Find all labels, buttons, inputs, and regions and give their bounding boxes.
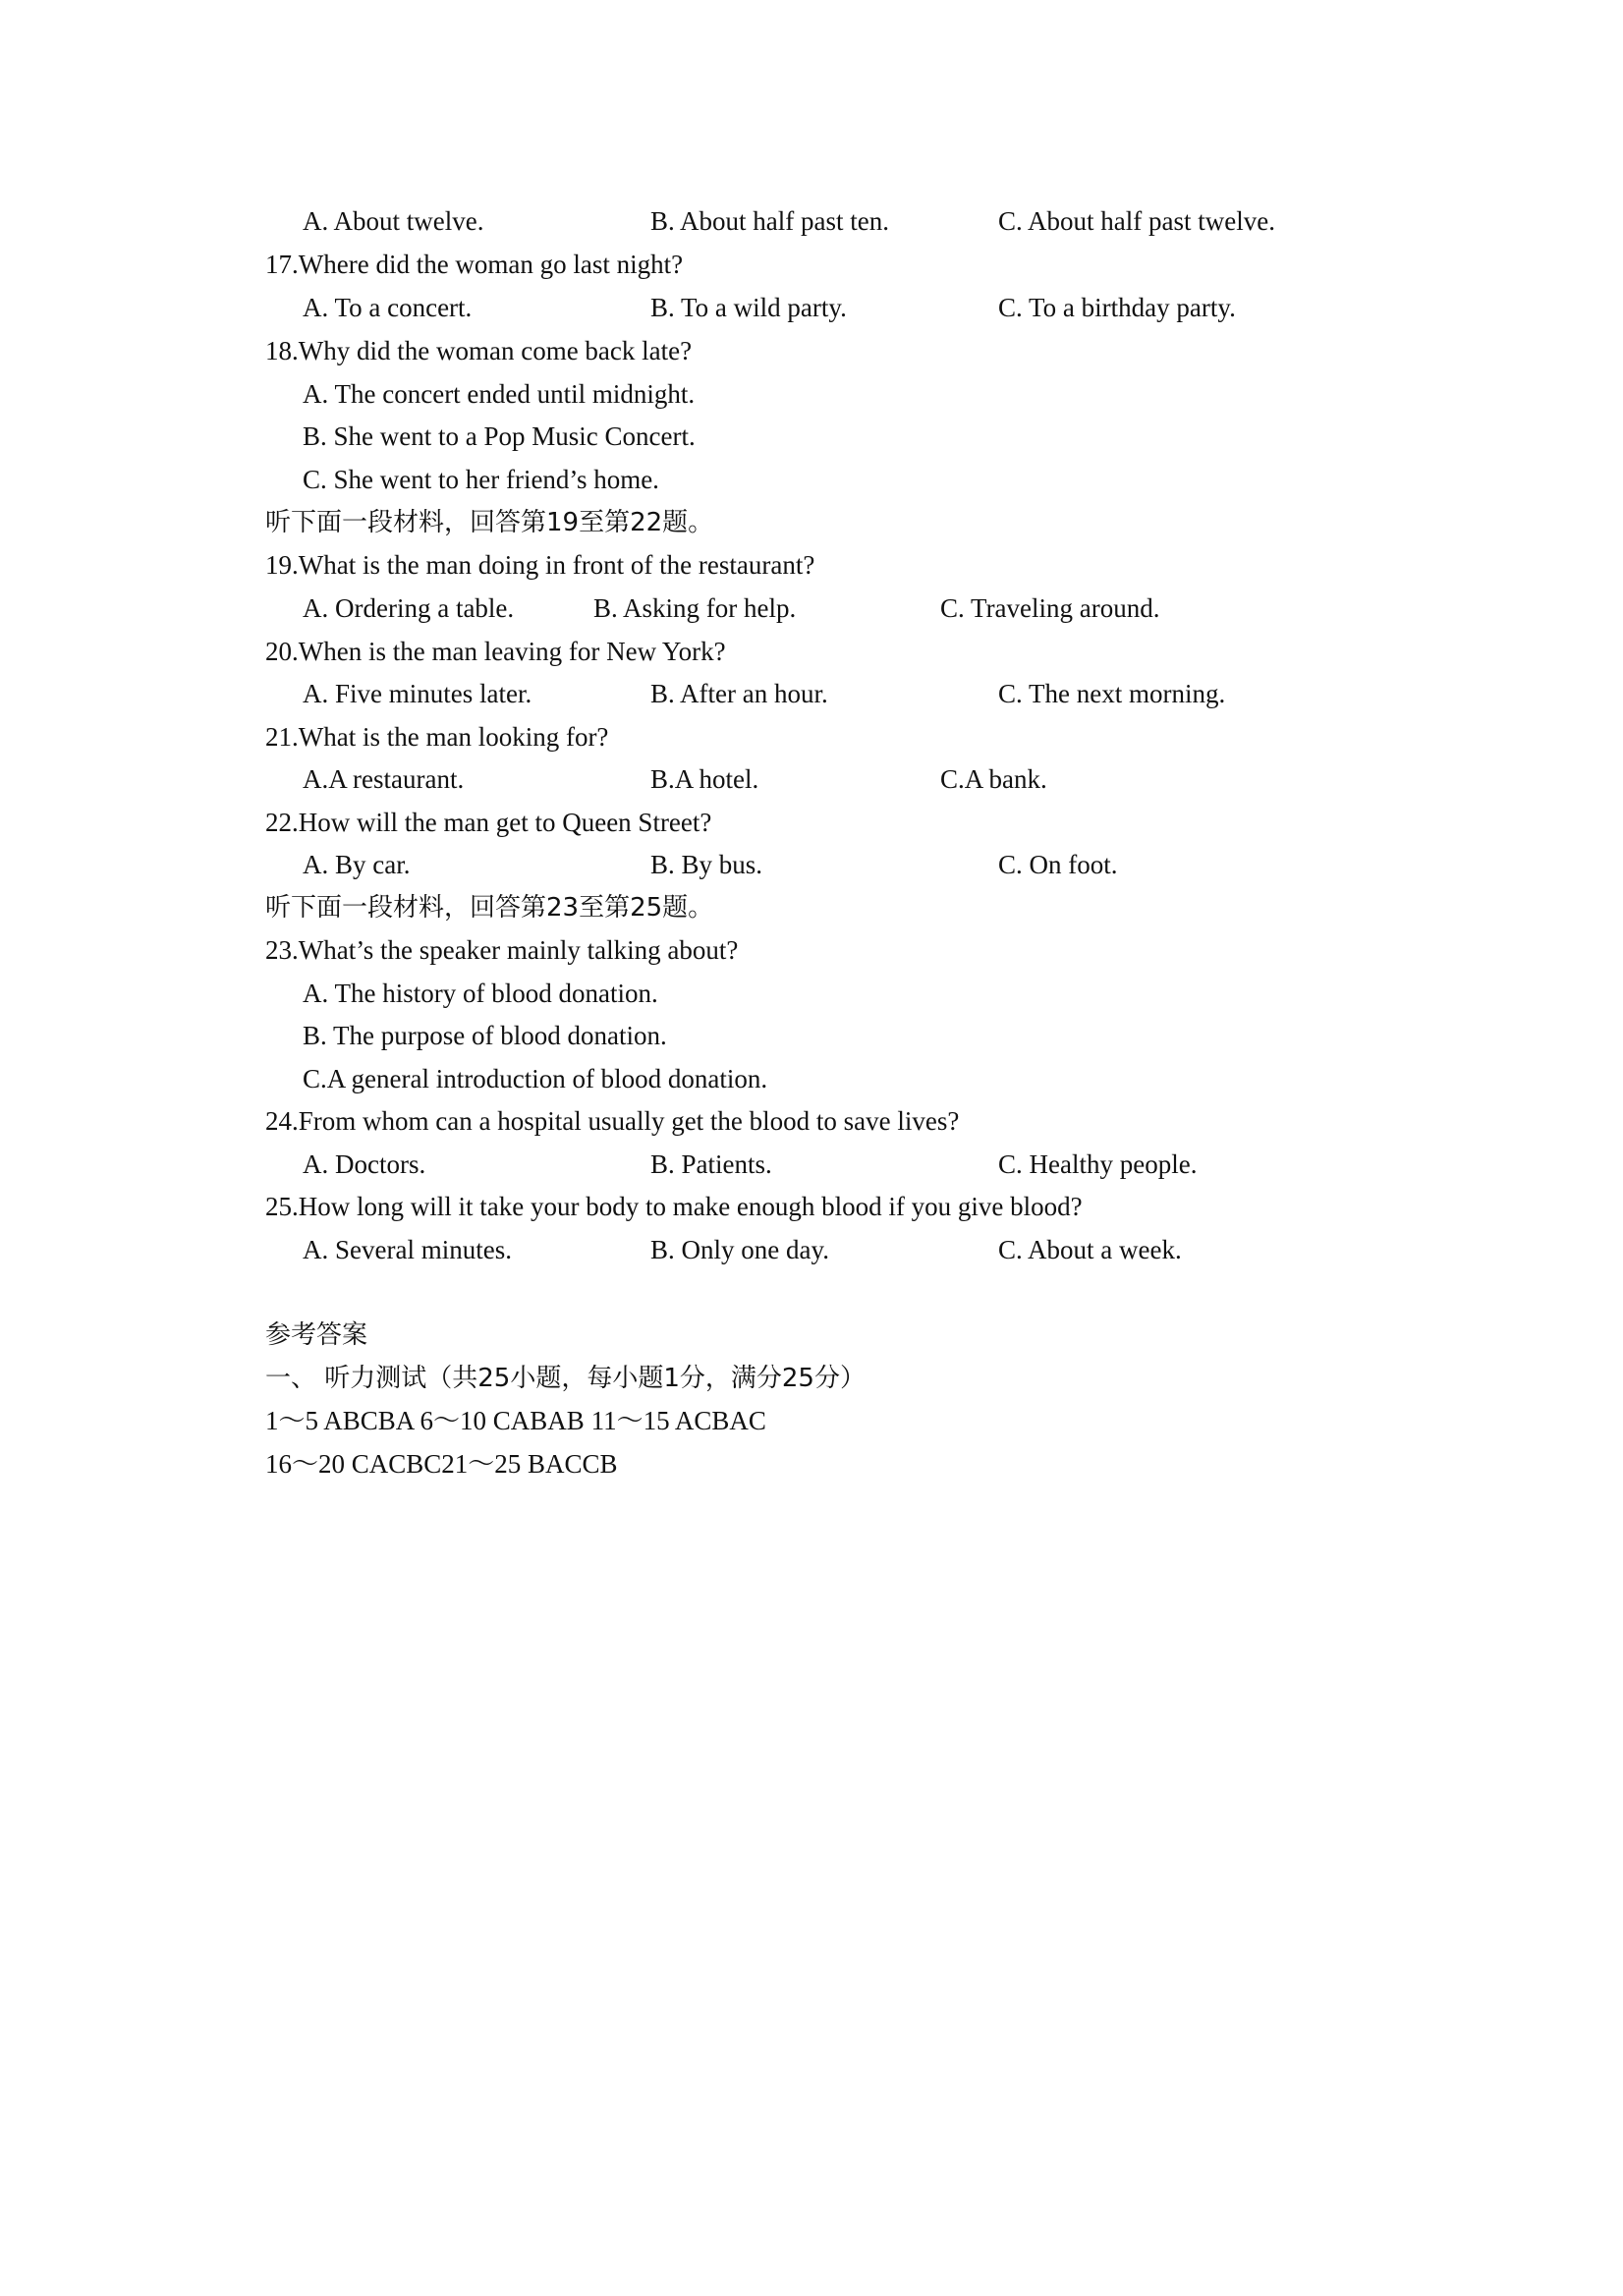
answers-line-1: 1～5 ABCBA 6～10 CABAB 11～15 ACBAC — [265, 1406, 766, 1435]
q22-question: 22.How will the man get to Queen Street? — [265, 808, 712, 837]
q21-options — [0, 757, 1623, 801]
q17-option-c: C. To a birthday party. — [998, 293, 1236, 322]
answers-section-title: 一、 听力测试（共25小题，每小题1分，满分25分） — [265, 1364, 866, 1393]
q20-option-b: B. After an hour. — [650, 679, 828, 708]
q21-option-a: A.A restaurant. — [303, 764, 465, 794]
q22-option-c: C. On foot. — [998, 850, 1118, 879]
q23-question: 23.What’s the speaker mainly talking about? — [265, 935, 739, 965]
q22-options — [0, 843, 1623, 886]
q25-options — [0, 1228, 1623, 1271]
q22-option-a: A. By car. — [303, 850, 411, 879]
q17-options — [0, 286, 1623, 329]
q21-option-b: B.A hotel. — [650, 764, 759, 794]
q20-option-c: C. The next morning. — [998, 679, 1226, 708]
q16-option-b: B. About half past ten. — [650, 206, 889, 236]
q20-option-a: A. Five minutes later. — [303, 679, 532, 708]
q24-option-a: A. Doctors. — [303, 1149, 426, 1179]
q23-option-a: A. The history of blood donation. — [303, 979, 658, 1008]
q24-option-c: C. Healthy people. — [998, 1149, 1198, 1179]
section-heading-23-25: 听下面一段材料，回答第23至第25题。 — [265, 893, 714, 923]
q25-option-b: B. Only one day. — [650, 1235, 829, 1264]
q25-question: 25.How long will it take your body to make enough blood if you give blood? — [265, 1192, 1083, 1221]
q19-question: 19.What is the man doing in front of the restaurant? — [265, 550, 815, 580]
q24-options — [0, 1143, 1623, 1186]
q25-option-a: A. Several minutes. — [303, 1235, 512, 1264]
q18-option-b: B. She went to a Pop Music Concert. — [303, 421, 696, 451]
answers-line-2: 16～20 CACBC21～25 BACCB — [265, 1449, 618, 1479]
q17-option-b: B. To a wild party. — [650, 293, 847, 322]
q16-options — [0, 199, 1623, 243]
q19-options — [0, 587, 1623, 630]
q21-option-c: C.A bank. — [940, 764, 1047, 794]
q19-option-c: C. Traveling around. — [940, 593, 1160, 623]
q21-question: 21.What is the man looking for? — [265, 722, 609, 752]
q19-option-a: A. Ordering a table. — [303, 593, 515, 623]
q24-question: 24.From whom can a hospital usually get the blood to save lives? — [265, 1106, 960, 1136]
answers-heading: 参考答案 — [265, 1320, 368, 1350]
q18-question: 18.Why did the woman come back late? — [265, 336, 693, 365]
q19-option-b: B. Asking for help. — [593, 593, 797, 623]
q18-option-c: C. She went to her friend’s home. — [303, 465, 659, 494]
q17-option-a: A. To a concert. — [303, 293, 473, 322]
q24-option-b: B. Patients. — [650, 1149, 772, 1179]
q22-option-b: B. By bus. — [650, 850, 763, 879]
q23-option-c: C.A general introduction of blood donation. — [303, 1064, 768, 1093]
q20-question: 20.When is the man leaving for New York? — [265, 637, 726, 666]
q23-option-b: B. The purpose of blood donation. — [303, 1021, 667, 1050]
section-heading-19-22: 听下面一段材料，回答第19至第22题。 — [265, 508, 714, 537]
q16-option-c: C. About half past twelve. — [998, 206, 1275, 236]
q16-option-a: A. About twelve. — [303, 206, 484, 236]
q20-options — [0, 672, 1623, 715]
q25-option-c: C. About a week. — [998, 1235, 1182, 1264]
q18-option-a: A. The concert ended until midnight. — [303, 379, 696, 409]
q17-question: 17.Where did the woman go last night? — [265, 250, 684, 279]
